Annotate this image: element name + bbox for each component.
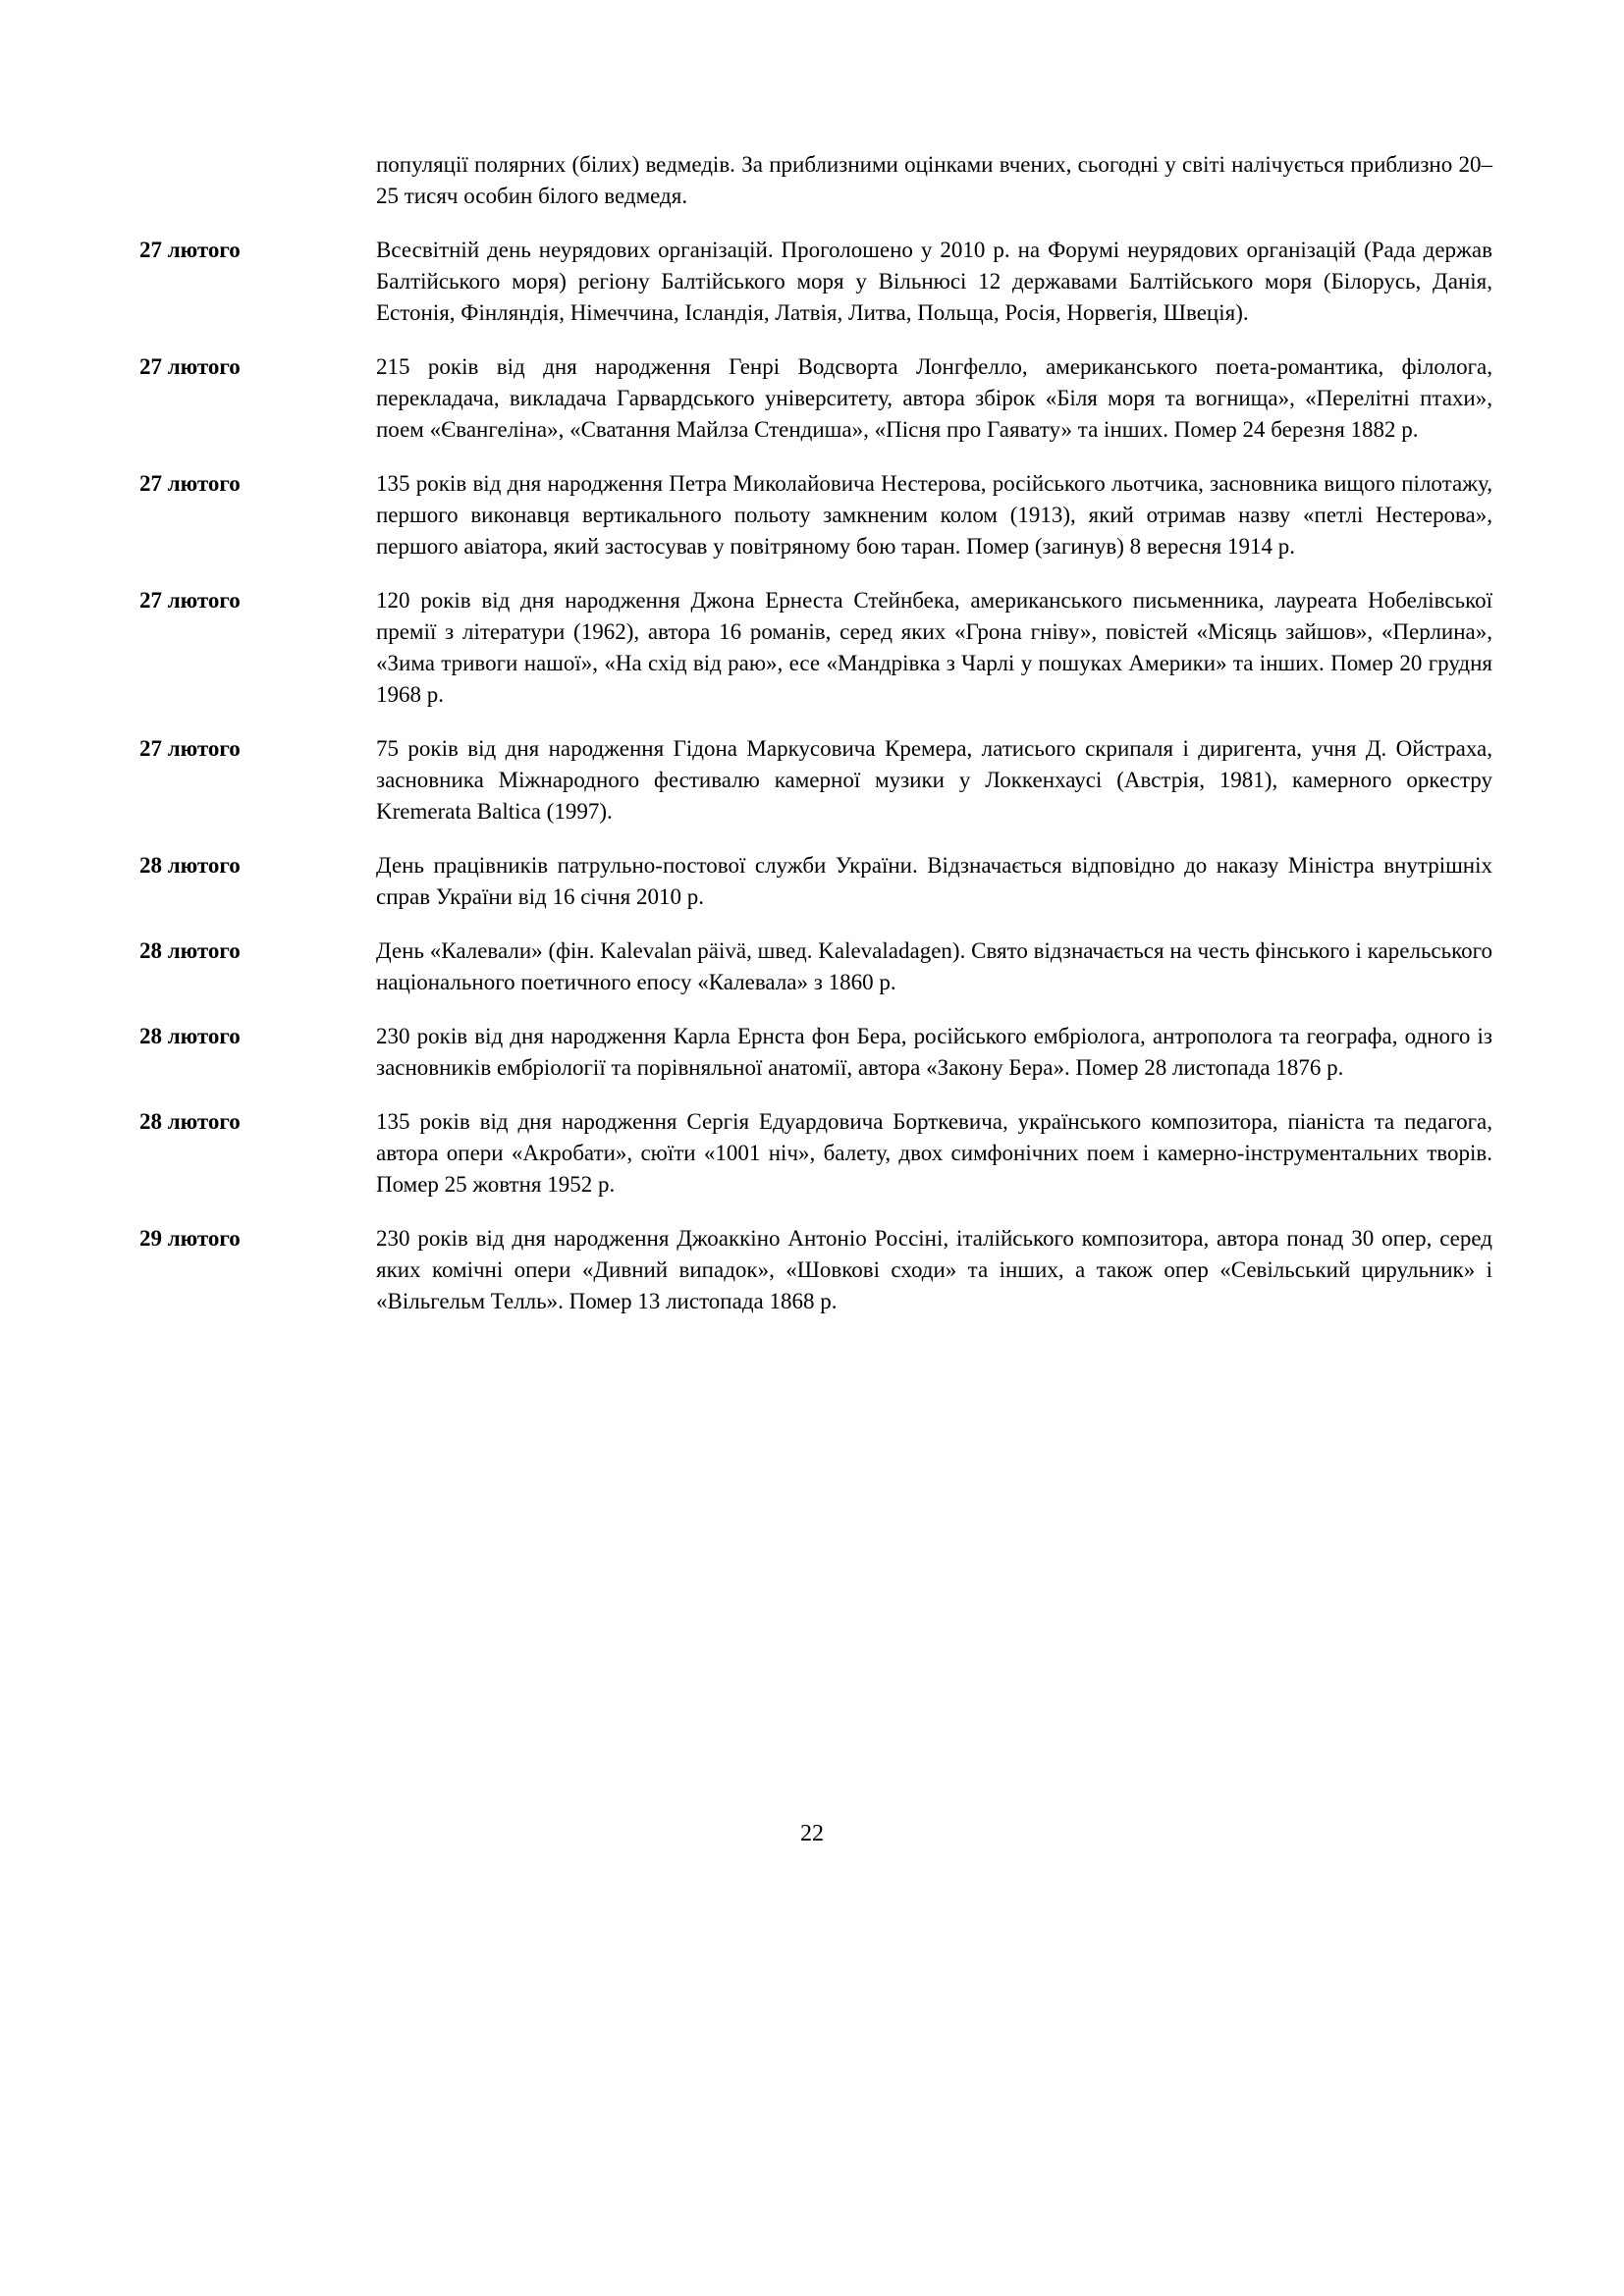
entry-text: 230 років від дня народження Джоаккіно Антоніо Россіні, італійського композитора, автора понад 30 опер, серед яких комічні опери «Дивний випадок», «Шовкові сходи» та інших, а також опер «Севільський цирульник» і «Вільгельм Телль». Помер 13 листопада 1868 р. <box>376 1226 1492 1313</box>
entry-date <box>139 149 376 212</box>
entry-date: 27 лютого <box>139 354 241 379</box>
calendar-entry <box>139 585 1492 711</box>
entry-date: 27 лютого <box>139 471 241 496</box>
entry-date: 27 лютого <box>139 588 241 613</box>
entry-text: Всесвітній день неурядових організацій. Проголошено у 2010 р. на Форумі неурядових організацій (Рада держав Балтійського моря) регіону Балтійського моря у Вільнюсі 12 державами Балтійського моря (Білорусь, Данія, Естонія, Фінляндія, Німеччина, Ісландія, Латвія, Литва, Польща, Росія, Норвегія, Швеція). <box>376 238 1492 325</box>
calendar-entry <box>139 850 1492 913</box>
entry-date: 28 лютого <box>139 1109 241 1134</box>
entry-date: 27 лютого <box>139 238 241 262</box>
entry-text: День «Калевали» (фін. Kalevalan päivä, швед. Kalevaladagen). Свято відзначається на честь фінського і карельського національного поетичного епосу «Калевала» з 1860 р. <box>376 938 1492 994</box>
page-number: 22 <box>800 1821 824 1846</box>
calendar-entry <box>139 935 1492 998</box>
entry-date: 28 лютого <box>139 1024 241 1048</box>
entry-date: 28 лютого <box>139 853 241 878</box>
entry-text: 135 років від дня народження Петра Миколайовича Нестерова, російського льотчика, засновника вищого пілотажу, першого виконавця вертикального польоту замкненим колом (1913), який отримав назву «петлі Нестерова», першого авіатора, який застосував у повітряному бою таран. Помер (загинув) 8 вересня 1914 р. <box>376 471 1492 559</box>
entry-text: 230 років від дня народження Карла Ернста фон Бера, російського ембріолога, антрополога та географа, одного із засновників ембріології та порівняльної анатомії, автора «Закону Бера». Помер 28 листопада 1876 р. <box>376 1024 1492 1080</box>
calendar-entry <box>139 235 1492 329</box>
calendar-entries <box>139 149 1492 1340</box>
entry-text: 215 років від дня народження Генрі Водсворта Лонгфелло, американського поета-романтика, філолога, перекладача, викладача Гарвардського університету, автора збірок «Біля моря та вогнища», «Перелітні птахи», поем «Євангеліна», «Сватання Майлза Стендиша», «Пісня про Гаявату» та інших. Помер 24 березня 1882 р. <box>376 354 1492 442</box>
entry-text: 75 років від дня народження Гідона Маркусовича Кремера, латисього скрипаля і диригента, учня Д. Ойстраха, засновника Міжнародного фестивалю камерної музики у Локкенхаусі (Австрія, 1981), камерного оркестру Kremerata Baltica (1997). <box>376 736 1492 824</box>
entry-text: День працівників патрульно-постової служби України. Відзначається відповідно до наказу Міністра внутрішніх справ України від 16 січня 2010 р. <box>376 853 1492 909</box>
calendar-entry <box>139 1223 1492 1317</box>
entry-text: 120 років від дня народження Джона Ернеста Стейнбека, американського письменника, лауреата Нобелівської премії з літератури (1962), автора 16 романів, серед яких «Грона гніву», повістей «Місяць зайшов», «Перлина», «Зима тривоги нашої», «На схід від раю», есе «Мандрівка з Чарлі у пошуках Америки» та інших. Помер 20 грудня 1968 р. <box>376 588 1492 707</box>
calendar-entry <box>139 351 1492 446</box>
calendar-entry <box>139 149 1492 212</box>
entry-date: 27 лютого <box>139 736 241 761</box>
calendar-entry <box>139 468 1492 562</box>
entry-date: 29 лютого <box>139 1226 241 1251</box>
calendar-entry <box>139 733 1492 828</box>
entry-text: популяції полярних (білих) ведмедів. За приблизними оцінками вчених, сьогодні у світі налічується приблизно 20–25 тисяч особин білого ведмедя. <box>376 152 1492 208</box>
entry-text: 135 років від дня народження Сергія Едуардовича Борткевича, українського композитора, піаніста та педагога, автора опери «Акробати», сюїти «1001 ніч», балету, двох симфонічних поем і камерно-інструментальних творів. Помер 25 жовтня 1952 р. <box>376 1109 1492 1197</box>
calendar-entry <box>139 1106 1492 1201</box>
calendar-entry <box>139 1021 1492 1084</box>
entry-date: 28 лютого <box>139 938 241 963</box>
